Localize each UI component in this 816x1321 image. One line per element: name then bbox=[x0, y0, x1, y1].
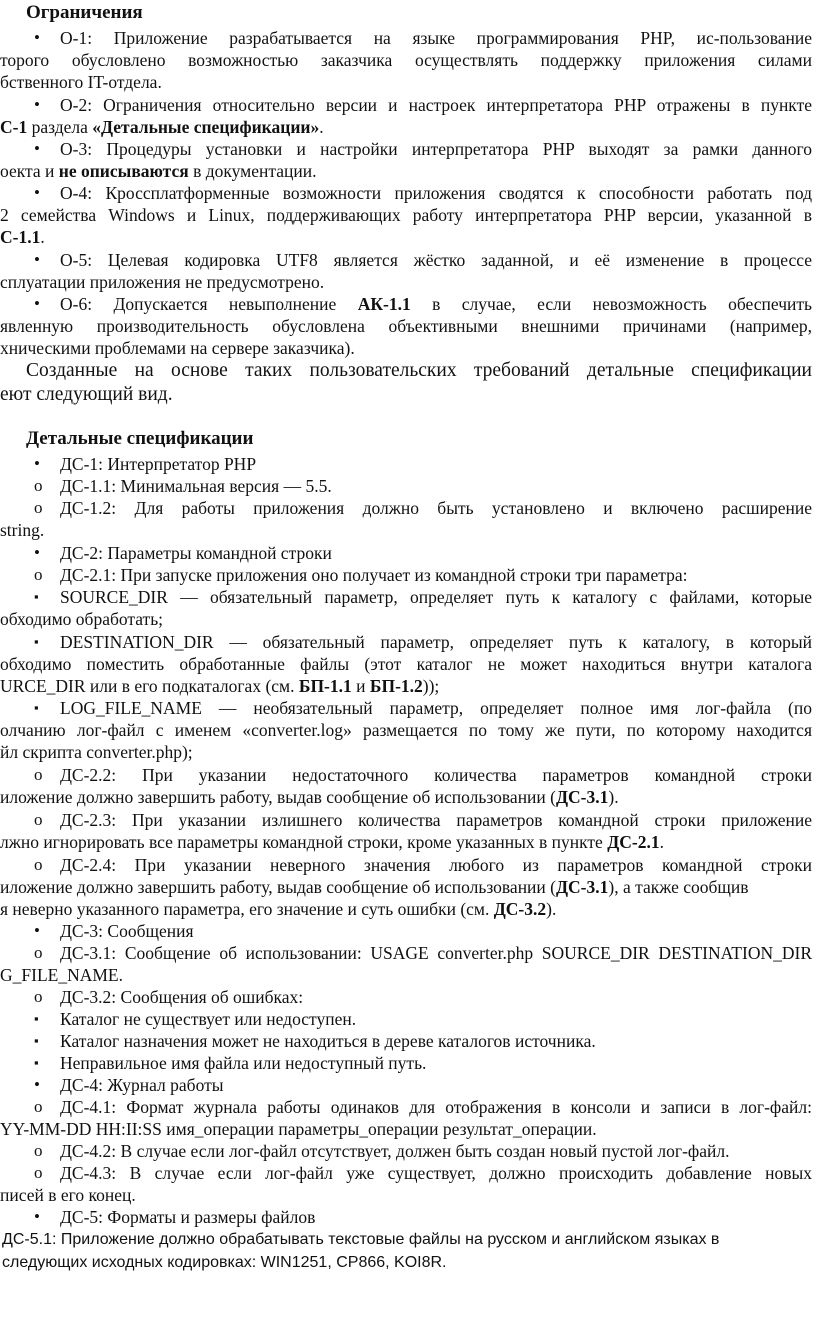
spec-ds2-2-line1: ДС-2.2: При указании недостаточного количества параметров командной строки bbox=[60, 765, 812, 785]
spec-ds4-1-line2: YY-MM-DD HH:II:SS имя_операции параметры_операции результат_операции. bbox=[0, 1119, 597, 1139]
section-heading-detail-specs: Детальные спецификации bbox=[26, 428, 254, 449]
bullet-marker: • bbox=[34, 139, 40, 158]
ref-detail-specs: «Детальные спецификации» bbox=[92, 117, 320, 137]
bullet-marker: • bbox=[34, 543, 40, 562]
spec-ds4-2: ДС-4.2: В случае если лог-файл отсутствует, должен быть создан новый пустой лог-файл. bbox=[60, 1141, 730, 1161]
ref-ds3-2: ДС-3.2 bbox=[493, 899, 547, 919]
param-destination-dir-line1: DESTINATION_DIR — обязательный параметр, определяет путь к каталогу, в который bbox=[60, 632, 812, 652]
spec-ds4-3-line2: писей в его конец. bbox=[0, 1185, 136, 1205]
spec-ds1-2-line1: ДС-1.2: Для работы приложения должно быть установлено и включено расширение bbox=[60, 498, 812, 518]
bullet-marker: • bbox=[34, 454, 40, 473]
section-heading-restrictions: Ограничения bbox=[26, 2, 143, 23]
restriction-o6-line1: О-6: Допускается невыполнение АК-1.1 в случае, если невозможность обеспечить bbox=[60, 294, 813, 314]
spec-ds2-2-line2: иложение должно завершить работу, выдав сообщение об использовании (ДС-3.1). bbox=[0, 787, 619, 807]
param-destination-dir-line3: URCE_DIR или в его подкаталогах (см. БП-1.1 и БП-1.2)); bbox=[0, 676, 440, 696]
circle-marker: o bbox=[34, 765, 43, 784]
bullet-marker: • bbox=[34, 921, 40, 940]
spec-ds3-1-line2: G_FILE_NAME. bbox=[0, 965, 123, 985]
param-log-file-line3: йл скрипта converter.php); bbox=[0, 742, 193, 762]
spec-ds2-4-line3: я неверно указанного параметра, его значение и суть ошибки (см. ДС-3.2). bbox=[0, 899, 557, 919]
circle-marker: o bbox=[34, 943, 43, 962]
square-marker: ▪ bbox=[34, 634, 39, 649]
circle-marker: o bbox=[34, 1163, 43, 1182]
error-message-3: Неправильное имя файла или недоступный путь. bbox=[60, 1053, 427, 1073]
emphasis-not-described: не описываются bbox=[58, 161, 189, 181]
param-log-file-line2: олчанию лог-файл с именем «converter.log» размещается по тому же пути, по которому находится bbox=[0, 720, 812, 740]
square-marker: ▪ bbox=[34, 700, 39, 715]
restriction-o4-line3: С-1.1. bbox=[0, 227, 45, 247]
restriction-o4-line1: О-4: Кроссплатформенные возможности приложения сводятся к способности работать под bbox=[60, 183, 812, 203]
error-message-2: Каталог назначения может не находиться в дереве каталогов источника. bbox=[60, 1031, 596, 1051]
spec-ds2-4-line2: иложение должно завершить работу, выдав сообщение об использовании (ДС-3.1), а также сообщив bbox=[0, 877, 749, 897]
ref-ds1-1: С-1.1 bbox=[0, 227, 41, 247]
circle-marker: o bbox=[34, 476, 43, 495]
bullet-marker: • bbox=[34, 294, 40, 313]
bullet-marker: • bbox=[34, 28, 40, 47]
spec-ds4-3-line1: ДС-4.3: В случае если лог-файл уже существует, должно происходить добавление новых bbox=[60, 1163, 812, 1183]
spec-ds1-2-line2: string. bbox=[0, 520, 45, 540]
spec-ds5-1-line2: следующих исходных кодировках: WIN1251, CP866, KOI8R. bbox=[2, 1254, 447, 1271]
restriction-o1-line2: торого обусловлено возможностью заказчика осуществлять поддержку приложения силами bbox=[0, 50, 812, 70]
restriction-o5-line2: сплуатации приложения не предусмотрено. bbox=[0, 272, 325, 292]
spec-ds2-4-line1: ДС-2.4: При указании неверного значения любого из параметров командной строки bbox=[60, 855, 812, 875]
restriction-o4-line2: 2 семейства Windows и Linux, поддерживающих работу интерпретатора PHP версии, указанной в bbox=[0, 205, 812, 225]
intro-paragraph-line2: еют следующий вид. bbox=[0, 384, 173, 405]
restriction-o2-line2: С-1 раздела «Детальные спецификации». bbox=[0, 117, 324, 137]
bullet-marker: • bbox=[34, 95, 40, 114]
circle-marker: o bbox=[34, 1141, 43, 1160]
spec-ds3-2: ДС-3.2: Сообщения об ошибках: bbox=[60, 987, 304, 1007]
restriction-o1-line1: О-1: Приложение разрабатывается на языке программирования PHP, ис-пользование bbox=[60, 28, 812, 48]
square-marker: ▪ bbox=[34, 1033, 39, 1048]
spec-ds5-1-line1: ДС-5.1: Приложение должно обрабатывать текстовые файлы на русском и английском языках в bbox=[2, 1231, 720, 1248]
spec-ds5: ДС-5: Форматы и размеры файлов bbox=[60, 1207, 316, 1227]
spec-ds4-1-line1: ДС-4.1: Формат журнала работы одинаков для отображения в консоли и записи в лог-файл: bbox=[60, 1097, 812, 1117]
circle-marker: o bbox=[34, 565, 43, 584]
circle-marker: o bbox=[34, 855, 43, 874]
ref-bp1-1: БП-1.1 bbox=[298, 676, 352, 696]
spec-ds2-3-line1: ДС-2.3: При указании излишнего количества параметров командной строки приложение bbox=[60, 810, 812, 830]
circle-marker: o bbox=[34, 810, 43, 829]
param-source-dir-line1: SOURCE_DIR — обязательный параметр, определяет путь к каталогу с файлами, которые bbox=[60, 587, 812, 607]
param-source-dir-line2: обходимо обработать; bbox=[0, 609, 164, 629]
spec-ds2-3-line2: лжно игнорировать все параметры командной строки, кроме указанных в пункте ДС-2.1. bbox=[0, 832, 664, 852]
bullet-marker: • bbox=[34, 1207, 40, 1226]
restriction-o3-line2: оекта и не описываются в документации. bbox=[0, 161, 317, 181]
square-marker: ▪ bbox=[34, 1011, 39, 1026]
ref-bp1-2: БП-1.2 bbox=[369, 676, 423, 696]
spec-ds4: ДС-4: Журнал работы bbox=[60, 1075, 224, 1095]
ref-ds3-1: ДС-3.1 bbox=[556, 787, 609, 807]
spec-ds1-1: ДС-1.1: Минимальная версия — 5.5. bbox=[60, 476, 332, 496]
restriction-o3-line1: О-3: Процедуры установки и настройки интерпретатора PHP выходят за рамки данного bbox=[60, 139, 812, 159]
param-destination-dir-line2: обходимо поместить обработанные файлы (этот каталог не может находиться внутри каталога bbox=[0, 654, 812, 674]
ref-ds2-1: ДС-2.1 bbox=[607, 832, 660, 852]
circle-marker: o bbox=[34, 1097, 43, 1116]
bullet-marker: • bbox=[34, 183, 40, 202]
ref-ds1: С-1 bbox=[0, 117, 28, 137]
ref-ak1-1: АК-1.1 bbox=[357, 294, 411, 314]
circle-marker: o bbox=[34, 987, 43, 1006]
restriction-o5-line1: О-5: Целевая кодировка UTF8 является жёстко заданной, и её изменение в процессе bbox=[60, 250, 812, 270]
square-marker: ▪ bbox=[34, 1055, 39, 1070]
spec-ds3: ДС-3: Сообщения bbox=[60, 921, 194, 941]
bullet-marker: • bbox=[34, 1075, 40, 1094]
intro-paragraph-line1: Созданные на основе таких пользовательских требований детальные спецификации bbox=[26, 360, 812, 381]
restriction-o2-line1: О-2: Ограничения относительно версии и настроек интерпретатора PHP отражены в пункте bbox=[60, 95, 812, 115]
circle-marker: o bbox=[34, 498, 43, 517]
spec-ds2-1: ДС-2.1: При запуске приложения оно получает из командной строки три параметра: bbox=[60, 565, 688, 585]
spec-ds1: ДС-1: Интерпретатор PHP bbox=[60, 454, 257, 474]
ref-ds3-1: ДС-3.1 bbox=[556, 877, 609, 897]
spec-ds3-1-line1: ДС-3.1: Сообщение об использовании: USAGE converter.php SOURCE_DIR DESTINATION_DIR bbox=[60, 943, 812, 963]
restriction-o1-line3: бственного IT-отдела. bbox=[0, 72, 162, 92]
square-marker: ▪ bbox=[34, 589, 39, 604]
bullet-marker: • bbox=[34, 250, 40, 269]
error-message-1: Каталог не существует или недоступен. bbox=[60, 1009, 357, 1029]
restriction-o6-line2: явленную производительность обусловлена объективными внешними причинами (например, bbox=[0, 316, 812, 336]
param-log-file-line1: LOG_FILE_NAME — необязательный параметр, определяет полное имя лог-файла (по bbox=[60, 698, 812, 718]
spec-ds2: ДС-2: Параметры командной строки bbox=[60, 543, 332, 563]
restriction-o6-line3: хническими проблемами на сервере заказчика). bbox=[0, 338, 355, 358]
